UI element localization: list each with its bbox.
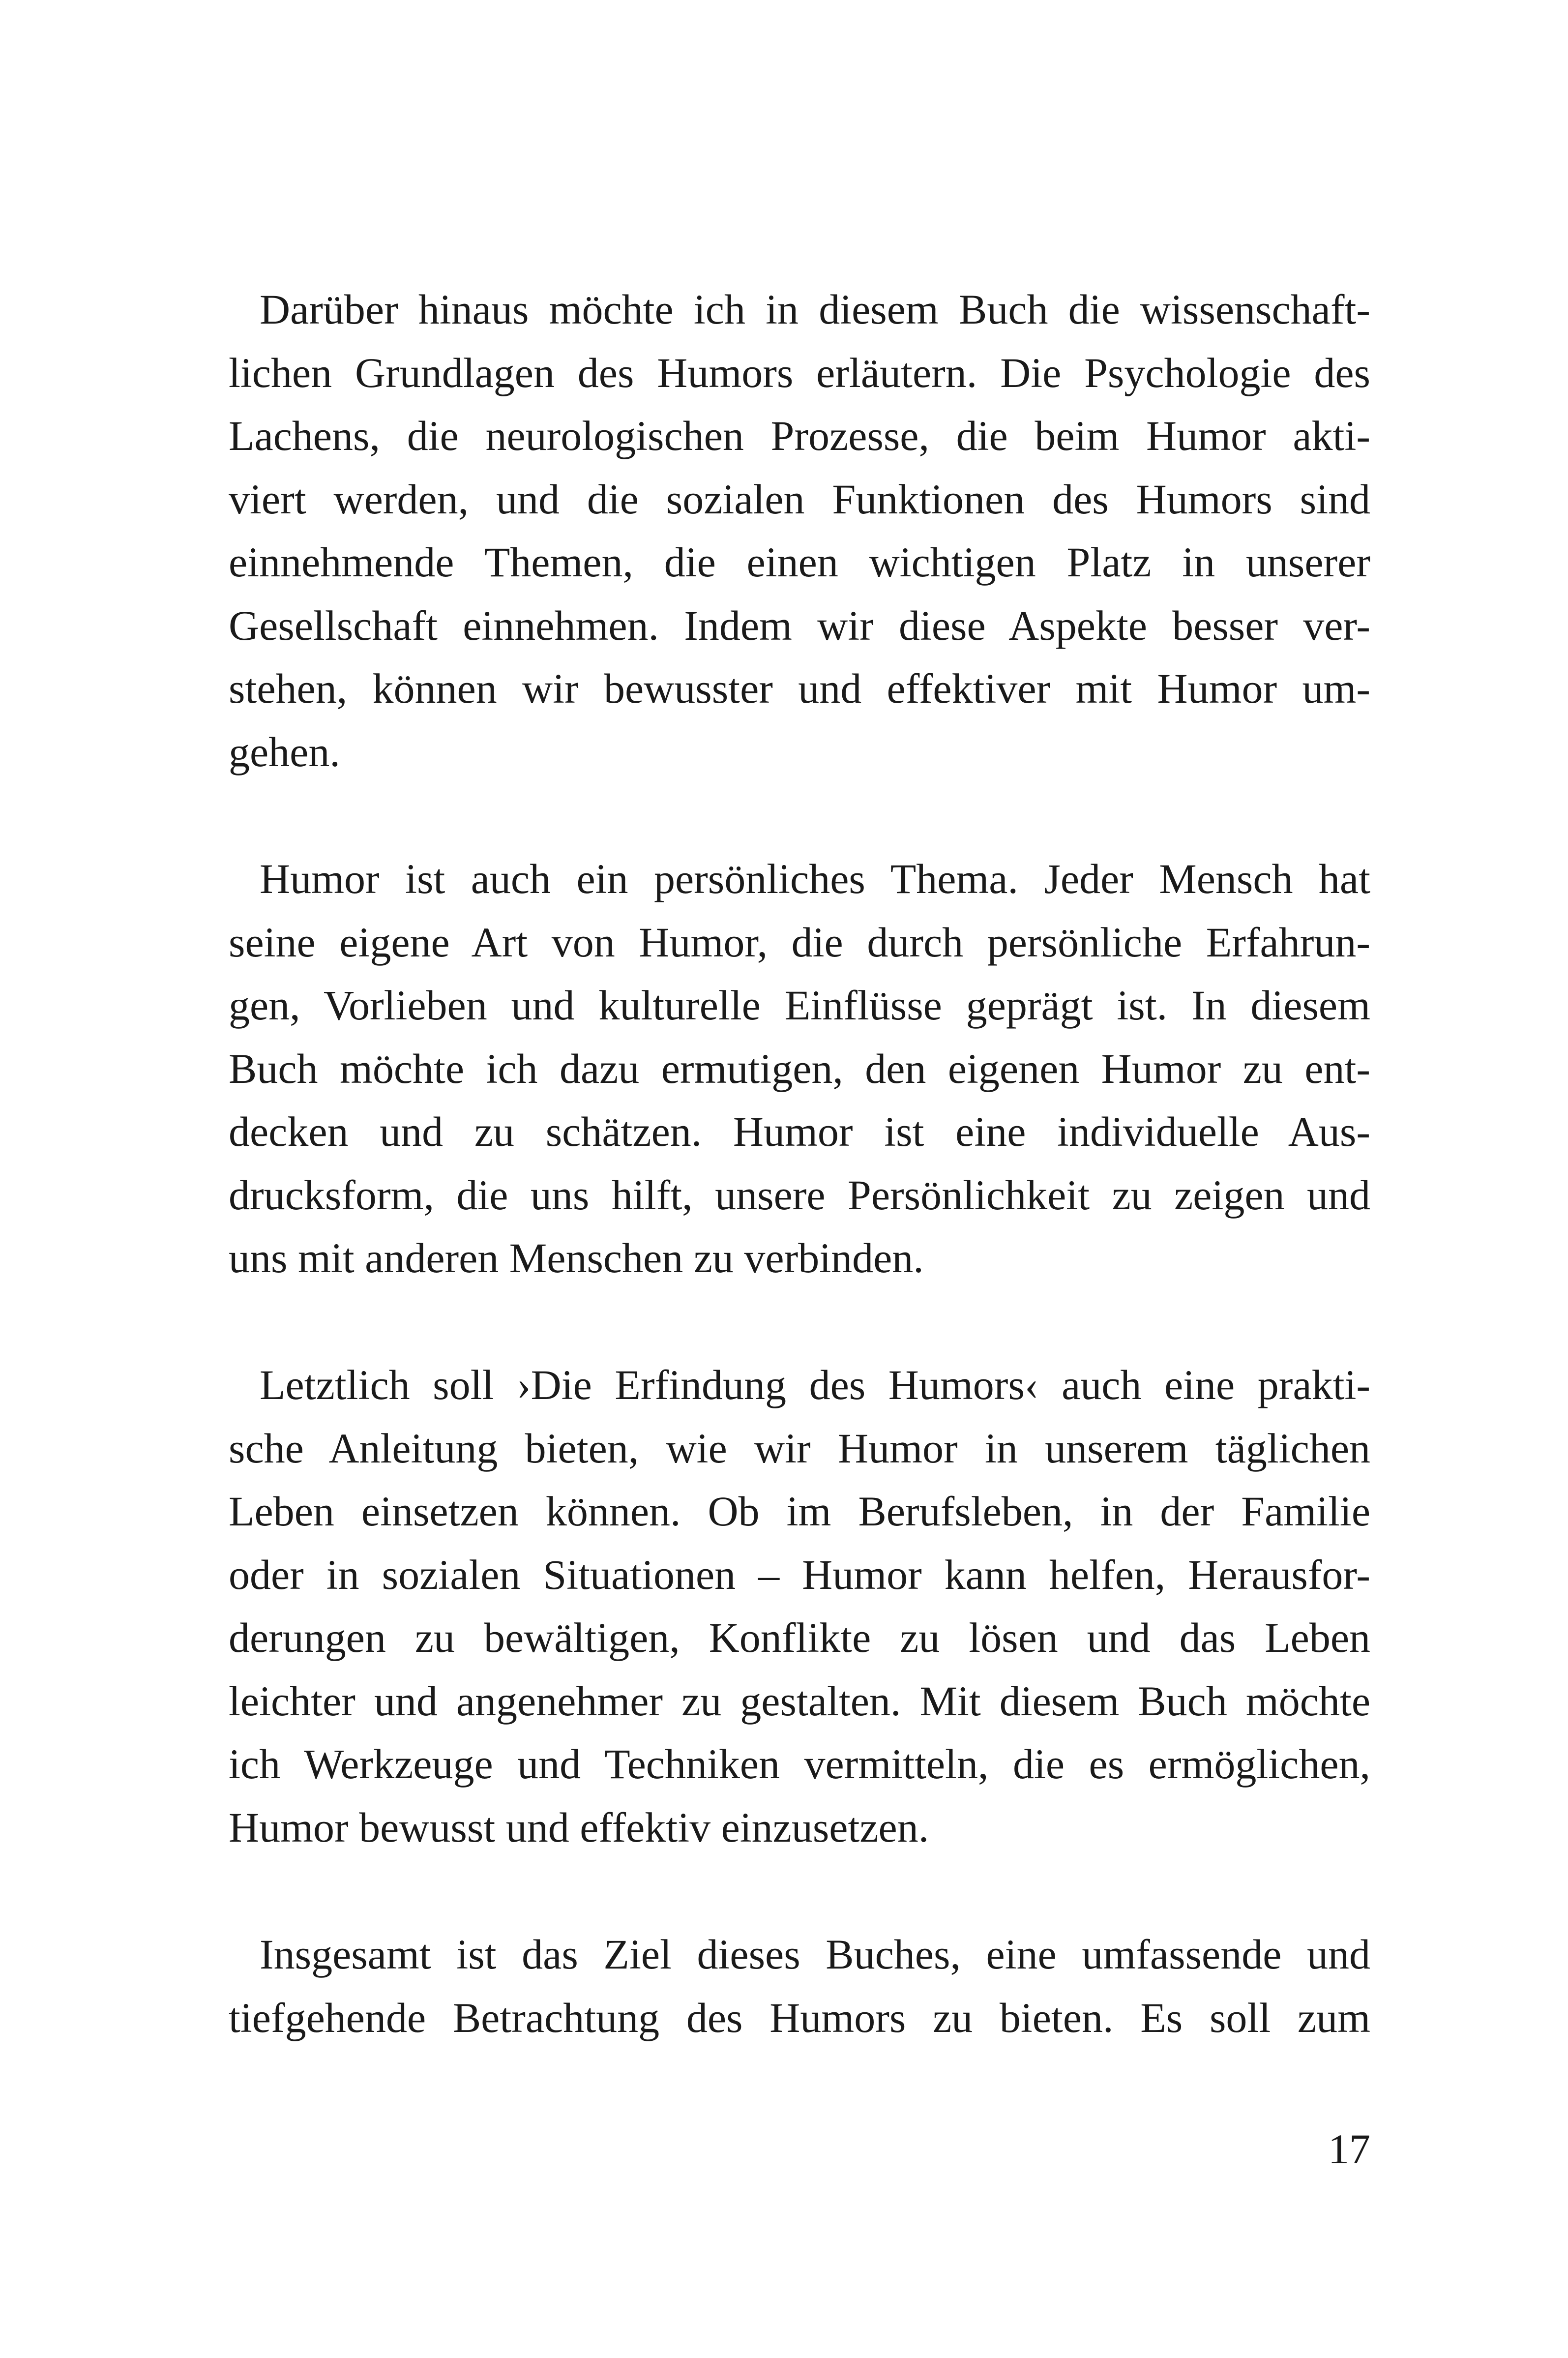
- page-number: 17: [1328, 2125, 1370, 2173]
- text-line: seine eigene Art von Humor, die durch persönliche Erfahrun-: [229, 918, 1370, 966]
- text-line: viert werden, und die sozialen Funktionen des Humors sind: [229, 475, 1370, 523]
- text-line: stehen, können wir bewusster und effektiver mit Humor um-: [229, 665, 1370, 712]
- text-line: Leben einsetzen können. Ob im Berufsleben, in der Familie: [229, 1488, 1370, 1535]
- paragraph-3: [229, 1353, 1370, 1859]
- paragraph-4: [229, 1923, 1370, 2049]
- paragraph-1: [229, 278, 1370, 783]
- text-line: Humor ist auch ein persönliches Thema. Jeder Mensch hat: [260, 855, 1370, 902]
- text-line: Darüber hinaus möchte ich in diesem Buch die wissenschaft-: [260, 286, 1370, 333]
- text-line: Humor bewusst und effektiv einzusetzen.: [229, 1803, 929, 1851]
- text-line: uns mit anderen Menschen zu verbinden.: [229, 1234, 924, 1282]
- text-line: sche Anleitung bieten, wie wir Humor in unserem täglichen: [229, 1424, 1370, 1472]
- text-line: drucksform, die uns hilft, unsere Persönlichkeit zu zeigen und: [229, 1171, 1370, 1219]
- paragraph-2: [229, 847, 1370, 1290]
- text-line: Gesellschaft einnehmen. Indem wir diese Aspekte besser ver-: [229, 601, 1370, 649]
- text-line: lichen Grundlagen des Humors erläutern. Die Psychologie des: [229, 349, 1370, 396]
- text-line: decken und zu schätzen. Humor ist eine individuelle Aus-: [229, 1108, 1370, 1155]
- text-line: einnehmende Themen, die einen wichtigen Platz in unserer: [229, 538, 1370, 586]
- text-line: tiefgehende Betrachtung des Humors zu bieten. Es soll zum: [229, 1994, 1370, 2041]
- text-line: oder in sozialen Situationen – Humor kann helfen, Herausfor-: [229, 1551, 1370, 1598]
- text-line: leichter und angenehmer zu gestalten. Mit diesem Buch möchte: [229, 1677, 1370, 1725]
- text-line: Insgesamt ist das Ziel dieses Buches, eine umfassende und: [260, 1931, 1370, 1978]
- text-line: gehen.: [229, 728, 340, 776]
- text-line: gen, Vorlieben und kulturelle Einflüsse geprägt ist. In diesem: [229, 982, 1370, 1029]
- text-line: derungen zu bewältigen, Konflikte zu lösen und das Leben: [229, 1614, 1370, 1661]
- text-line: Buch möchte ich dazu ermutigen, den eigenen Humor zu ent-: [229, 1045, 1370, 1092]
- text-line: ich Werkzeuge und Techniken vermitteln, die es ermöglichen,: [229, 1740, 1370, 1788]
- text-line: Lachens, die neurologischen Prozesse, die beim Humor akti-: [229, 412, 1370, 459]
- text-line: Letztlich soll ›Die Erfindung des Humors‹ auch eine prakti-: [260, 1361, 1370, 1408]
